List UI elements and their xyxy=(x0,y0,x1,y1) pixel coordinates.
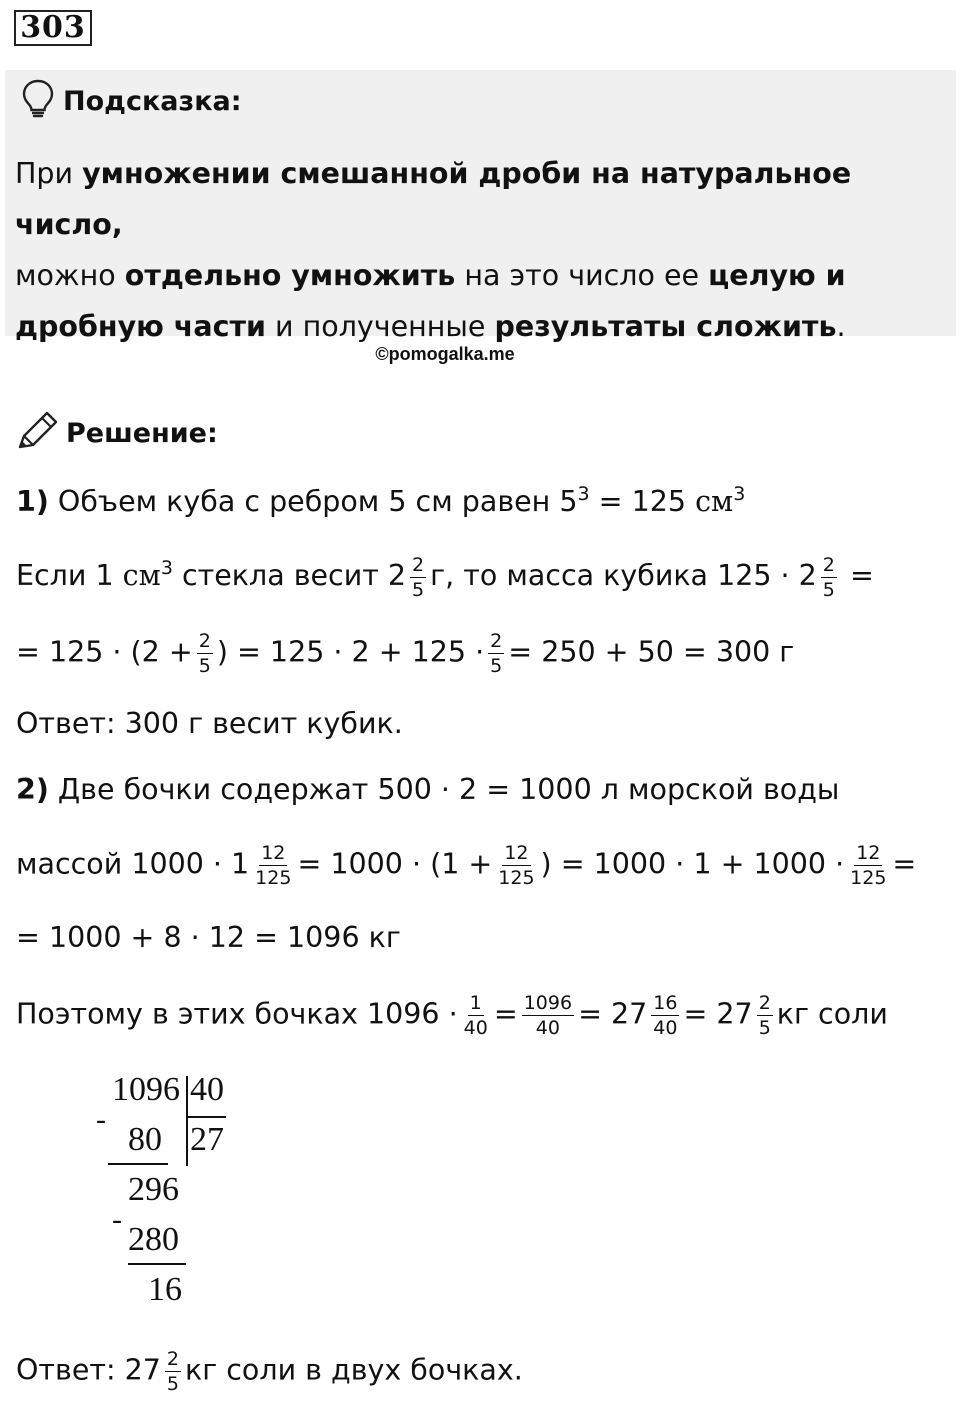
subtrahend-1: 80 xyxy=(128,1121,162,1158)
subtrahend-2: 280 xyxy=(128,1221,179,1258)
step-number: 2) xyxy=(16,773,49,806)
text: г, то масса кубика 125 · 2 xyxy=(430,559,817,592)
fraction: $\frac{12}{125}$ xyxy=(850,842,887,889)
text: = 27 xyxy=(683,997,753,1031)
division-vertical-line xyxy=(186,1076,188,1166)
answer-2 xyxy=(16,1348,523,1395)
remainder-1: 296 xyxy=(128,1171,179,1208)
text: ) = 125 · 2 + 125 · xyxy=(216,635,485,669)
divisor: 40 xyxy=(190,1071,224,1108)
text: = 250 + 50 = 300 г xyxy=(508,635,795,669)
hint-text-part: . xyxy=(836,310,846,343)
solution-line-8 xyxy=(16,992,888,1039)
text: = 125 xyxy=(589,485,696,518)
fraction: $\frac{2}{5}$ xyxy=(166,1348,179,1395)
division-quotient-line xyxy=(186,1116,226,1118)
solution-title: Решение: xyxy=(66,418,218,449)
fraction: $\frac{12}{125}$ xyxy=(498,842,535,889)
exponent: 3 xyxy=(733,483,746,505)
text: = xyxy=(840,559,874,592)
fraction: $\frac{1}{40}$ xyxy=(463,992,488,1039)
text: Объем куба с ребром 5 см равен 5 xyxy=(48,485,578,518)
copyright: ©pomogalka.me xyxy=(375,344,515,364)
solution-line-2 xyxy=(16,548,874,601)
text: = 27 xyxy=(578,997,648,1031)
exponent: 3 xyxy=(160,557,173,579)
solution-line-1 xyxy=(16,474,745,522)
fraction: $\frac{1096}{40}$ xyxy=(523,992,573,1039)
hint-text xyxy=(15,148,945,352)
unit: см xyxy=(695,485,734,518)
hint-text-part: на это число ее xyxy=(455,259,709,292)
subtraction-line xyxy=(108,1163,168,1165)
hint-text-bold: результаты сложить xyxy=(494,310,837,343)
text: Поэтому в этих бочках 1096 · xyxy=(16,997,458,1031)
fraction: $\frac{2}{5}$ xyxy=(822,553,835,601)
text: Ответ: 27 xyxy=(16,1353,161,1387)
step-number: 1) xyxy=(16,485,49,518)
hint-box xyxy=(5,70,956,343)
unit: см xyxy=(122,559,161,592)
fraction: $\frac{2}{5}$ xyxy=(198,630,211,677)
solution-line-6 xyxy=(16,842,916,889)
text: ) = 1000 · 1 + 1000 · xyxy=(540,847,845,881)
pencil-icon xyxy=(16,410,60,457)
hint-text-bold: отдельно умножить xyxy=(124,259,456,292)
hint-text-part: и полученные xyxy=(265,310,495,343)
text: стекла весит 2 xyxy=(172,559,407,592)
solution-line-5 xyxy=(16,770,839,810)
solution-header xyxy=(16,410,218,457)
text: массой 1000 · 1 xyxy=(16,847,250,881)
text: кг соли xyxy=(776,997,888,1031)
text: Две бочки содержат 500 · 2 = 1000 л морской воды xyxy=(48,773,840,806)
solution-line-7: = 1000 + 8 · 12 = 1096 кг xyxy=(16,921,401,954)
hint-text-part: можно xyxy=(15,259,125,292)
text: = 125 · (2 + xyxy=(16,635,193,669)
minus-sign: - xyxy=(96,1103,106,1136)
text: = 1000 · (1 + xyxy=(297,847,493,881)
hint-text-part: При xyxy=(15,157,83,190)
fraction: $\frac{2}{5}$ xyxy=(490,630,503,677)
fraction: $\frac{12}{125}$ xyxy=(255,842,292,889)
minus-sign: - xyxy=(112,1203,122,1236)
subtraction-line xyxy=(128,1263,186,1265)
text: = xyxy=(892,847,917,881)
fraction: $\frac{2}{5}$ xyxy=(758,992,771,1039)
text: кг соли в двух бочках. xyxy=(185,1353,523,1387)
exponent: 3 xyxy=(577,483,590,505)
lightbulb-icon xyxy=(21,78,55,125)
hint-title: Подсказка: xyxy=(63,86,242,117)
text: Если 1 xyxy=(16,559,123,592)
task-number: 303 xyxy=(14,10,92,46)
answer-1: Ответ: 300 г весит кубик. xyxy=(16,707,403,740)
hint-text-bold: целую и xyxy=(708,259,846,292)
hint-text-bold: дробную части xyxy=(15,310,266,343)
quotient: 27 xyxy=(190,1121,224,1158)
remainder-final: 16 xyxy=(148,1271,182,1308)
dividend: 1096 xyxy=(112,1071,180,1108)
hint-text-bold: умножении смешанной дроби на натуральное число, xyxy=(15,157,852,241)
fraction: $\frac{16}{40}$ xyxy=(653,992,678,1039)
solution-line-3 xyxy=(16,630,794,677)
hint-header xyxy=(21,78,242,125)
text: = xyxy=(493,997,518,1031)
fraction: $\frac{2}{5}$ xyxy=(412,553,425,601)
long-division xyxy=(96,1072,256,1312)
